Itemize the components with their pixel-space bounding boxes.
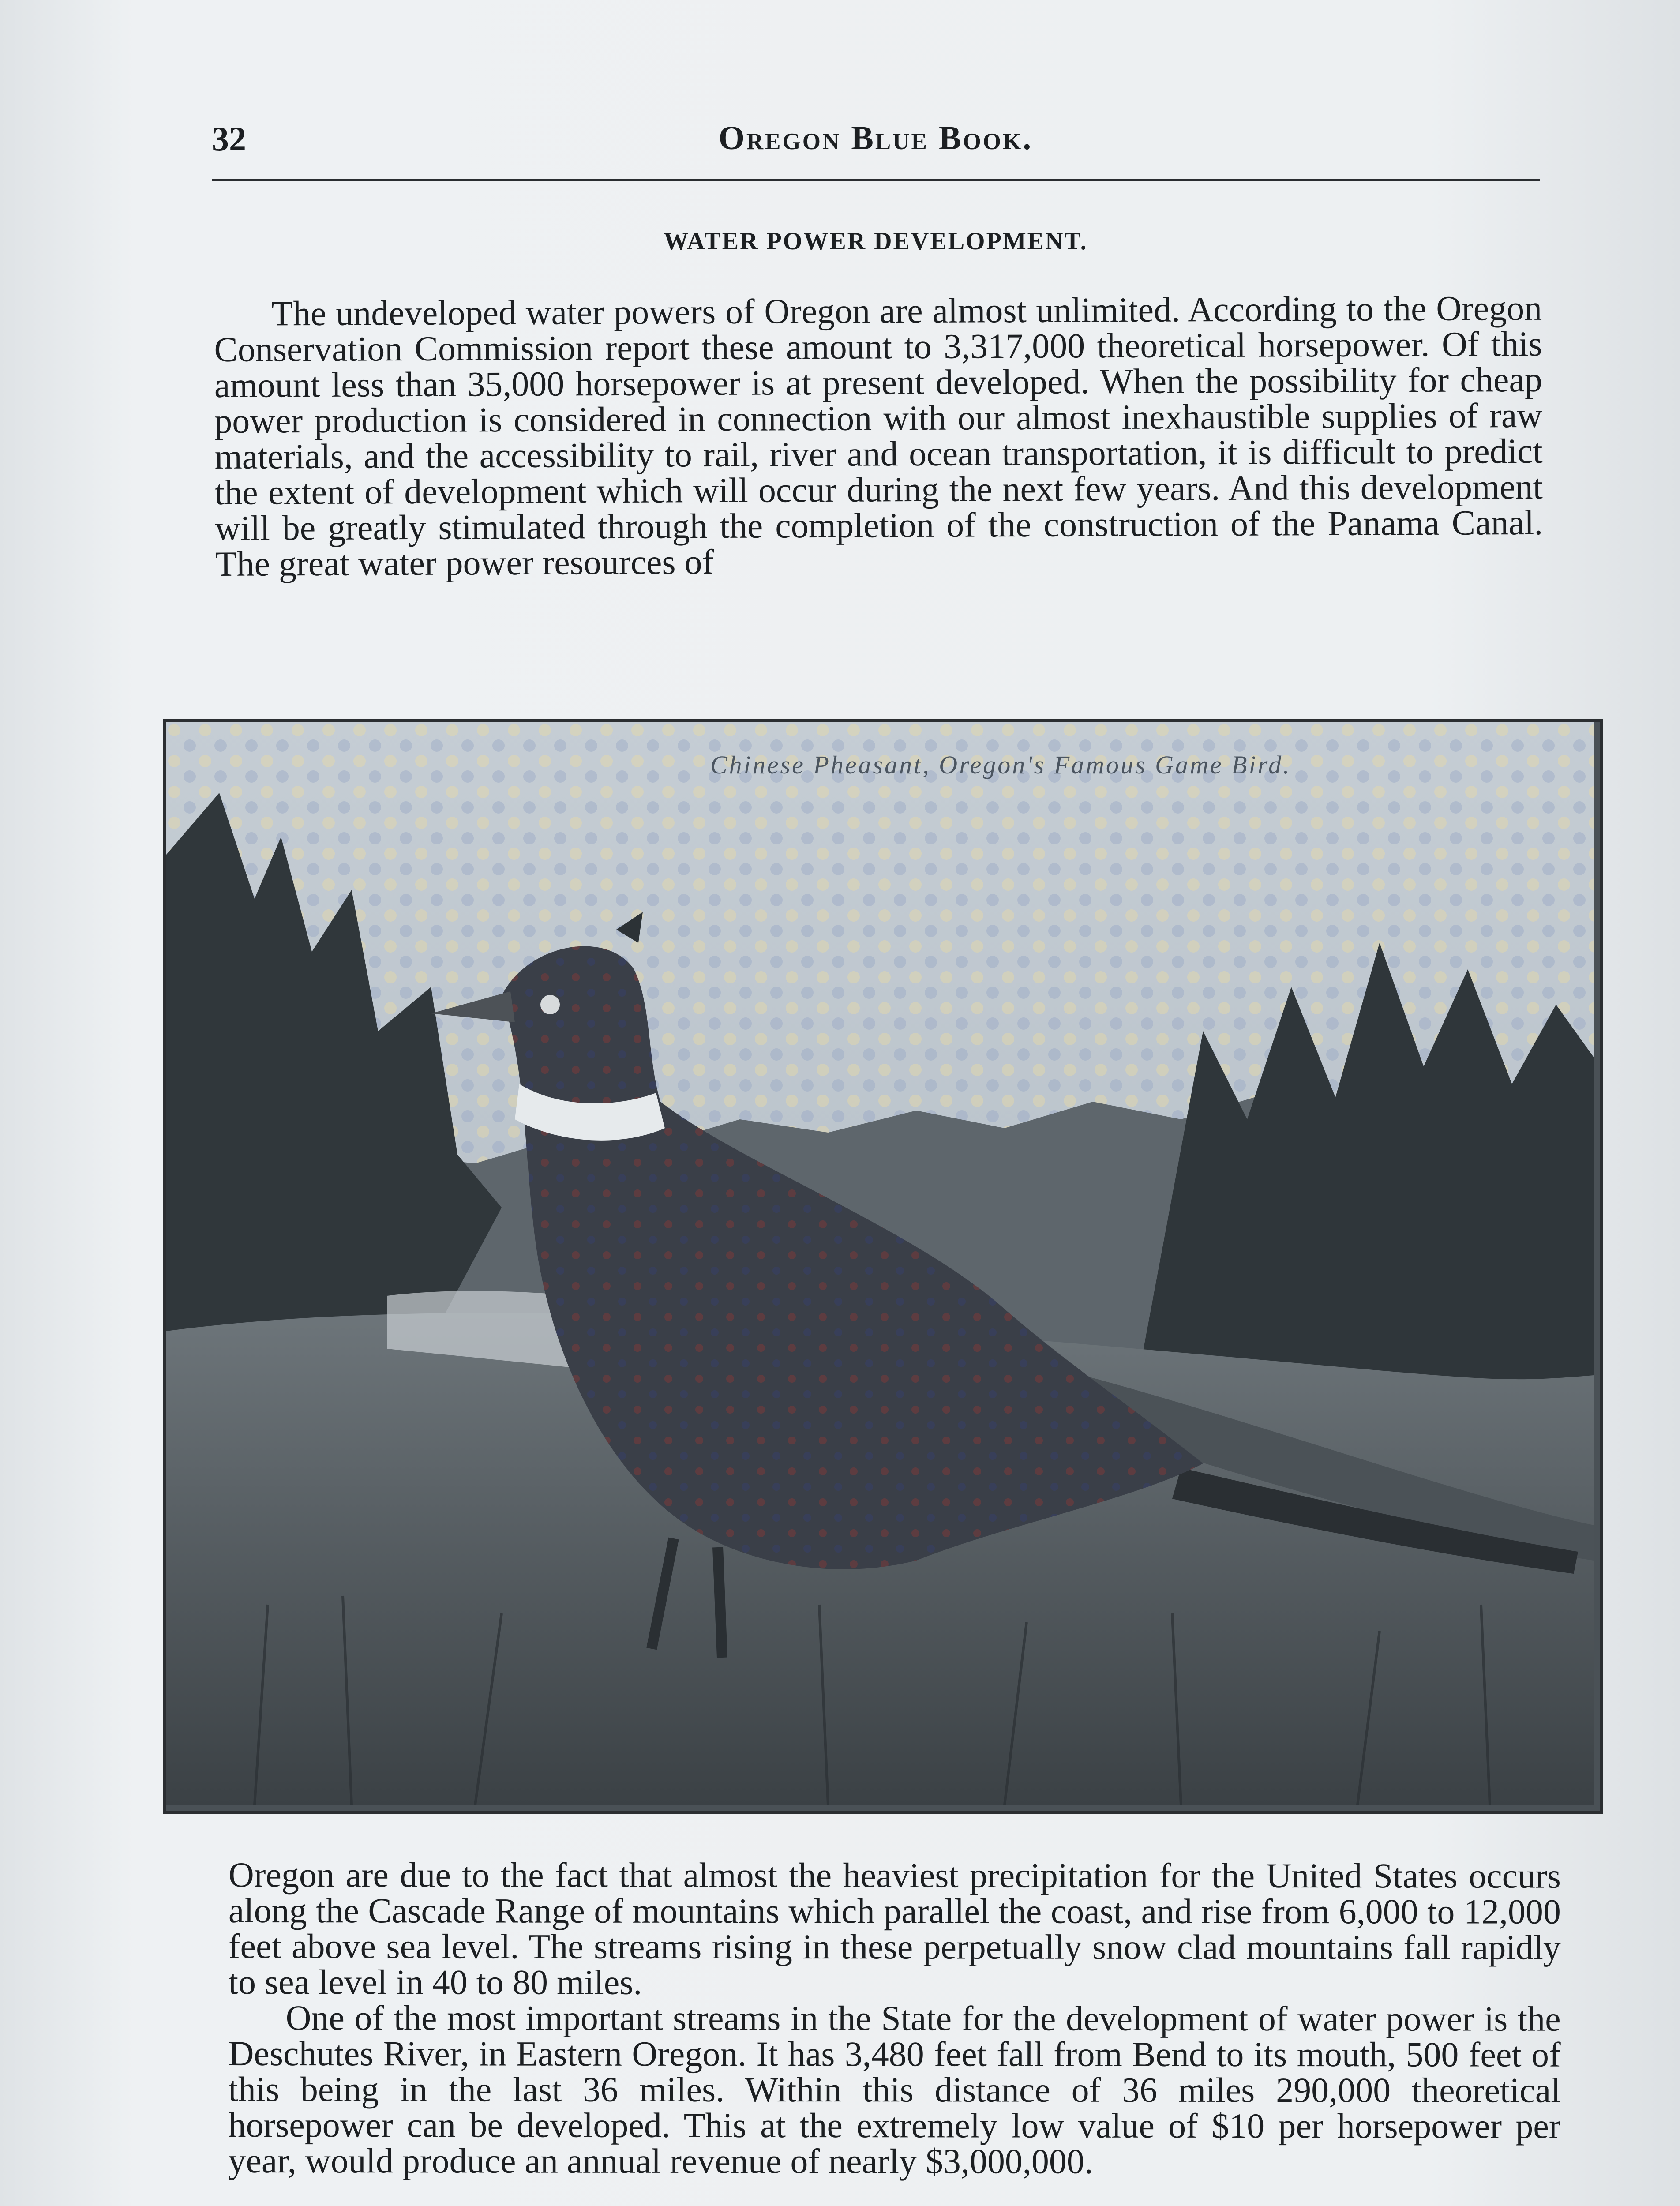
pheasant-photo bbox=[163, 719, 1603, 1814]
section-heading: WATER POWER DEVELOPMENT. bbox=[664, 228, 1088, 255]
paragraph-2: One of the most important streams in the State for the development of water power is the Deschutes River, in Eastern Oregon. It has 3,480 feet fall from Bend to its mouth, 500 feet of this being in the last 36 miles. Within this distance of 36 miles 290,000 theoretical horsepower can be developed. This at the extremely low value of $10 per horsepower per year, would produce an annual revenue of nearly $3,000,000. bbox=[228, 1999, 1561, 2181]
page-number: 32 bbox=[212, 120, 246, 158]
body-text-top bbox=[214, 291, 1543, 582]
body-text-bottom bbox=[228, 1857, 1561, 2180]
photo-caption: Chinese Pheasant, Oregon's Famous Game Bird. bbox=[710, 750, 1291, 779]
running-head bbox=[212, 119, 1540, 159]
pheasant-illustration bbox=[166, 722, 1594, 1805]
book-title: Oregon Blue Book. bbox=[718, 120, 1033, 157]
header-rule bbox=[212, 179, 1540, 181]
paragraph-1-continued: Oregon are due to the fact that almost the heaviest precipitation for the United States occurs along the Cascade Range of mountains which parallel the coast, and rise from 6,000 to 12,000 feet above sea level. The streams rising in these perpetually snow clad mountains fall rapidly to sea level in 40 to 80 miles. bbox=[228, 1856, 1561, 2002]
paragraph-1: The undeveloped water powers of Oregon are almost unlimited. According to the Oregon Conservation Commission report these amount to 3,317,000 theoretical horsepower. Of this amount less than 35,000 horsepower is at present developed. When the possibility for cheap power production is considered in connection with our almost inexhaustible supplies of raw materials, and the accessibility to rail, river and ocean transportation, it is difficult to predict the extent of development which will occur during the next few years. And this development will be greatly stimulated through the completion of the construction of the Panama Canal. The great water power resources of bbox=[214, 289, 1543, 584]
